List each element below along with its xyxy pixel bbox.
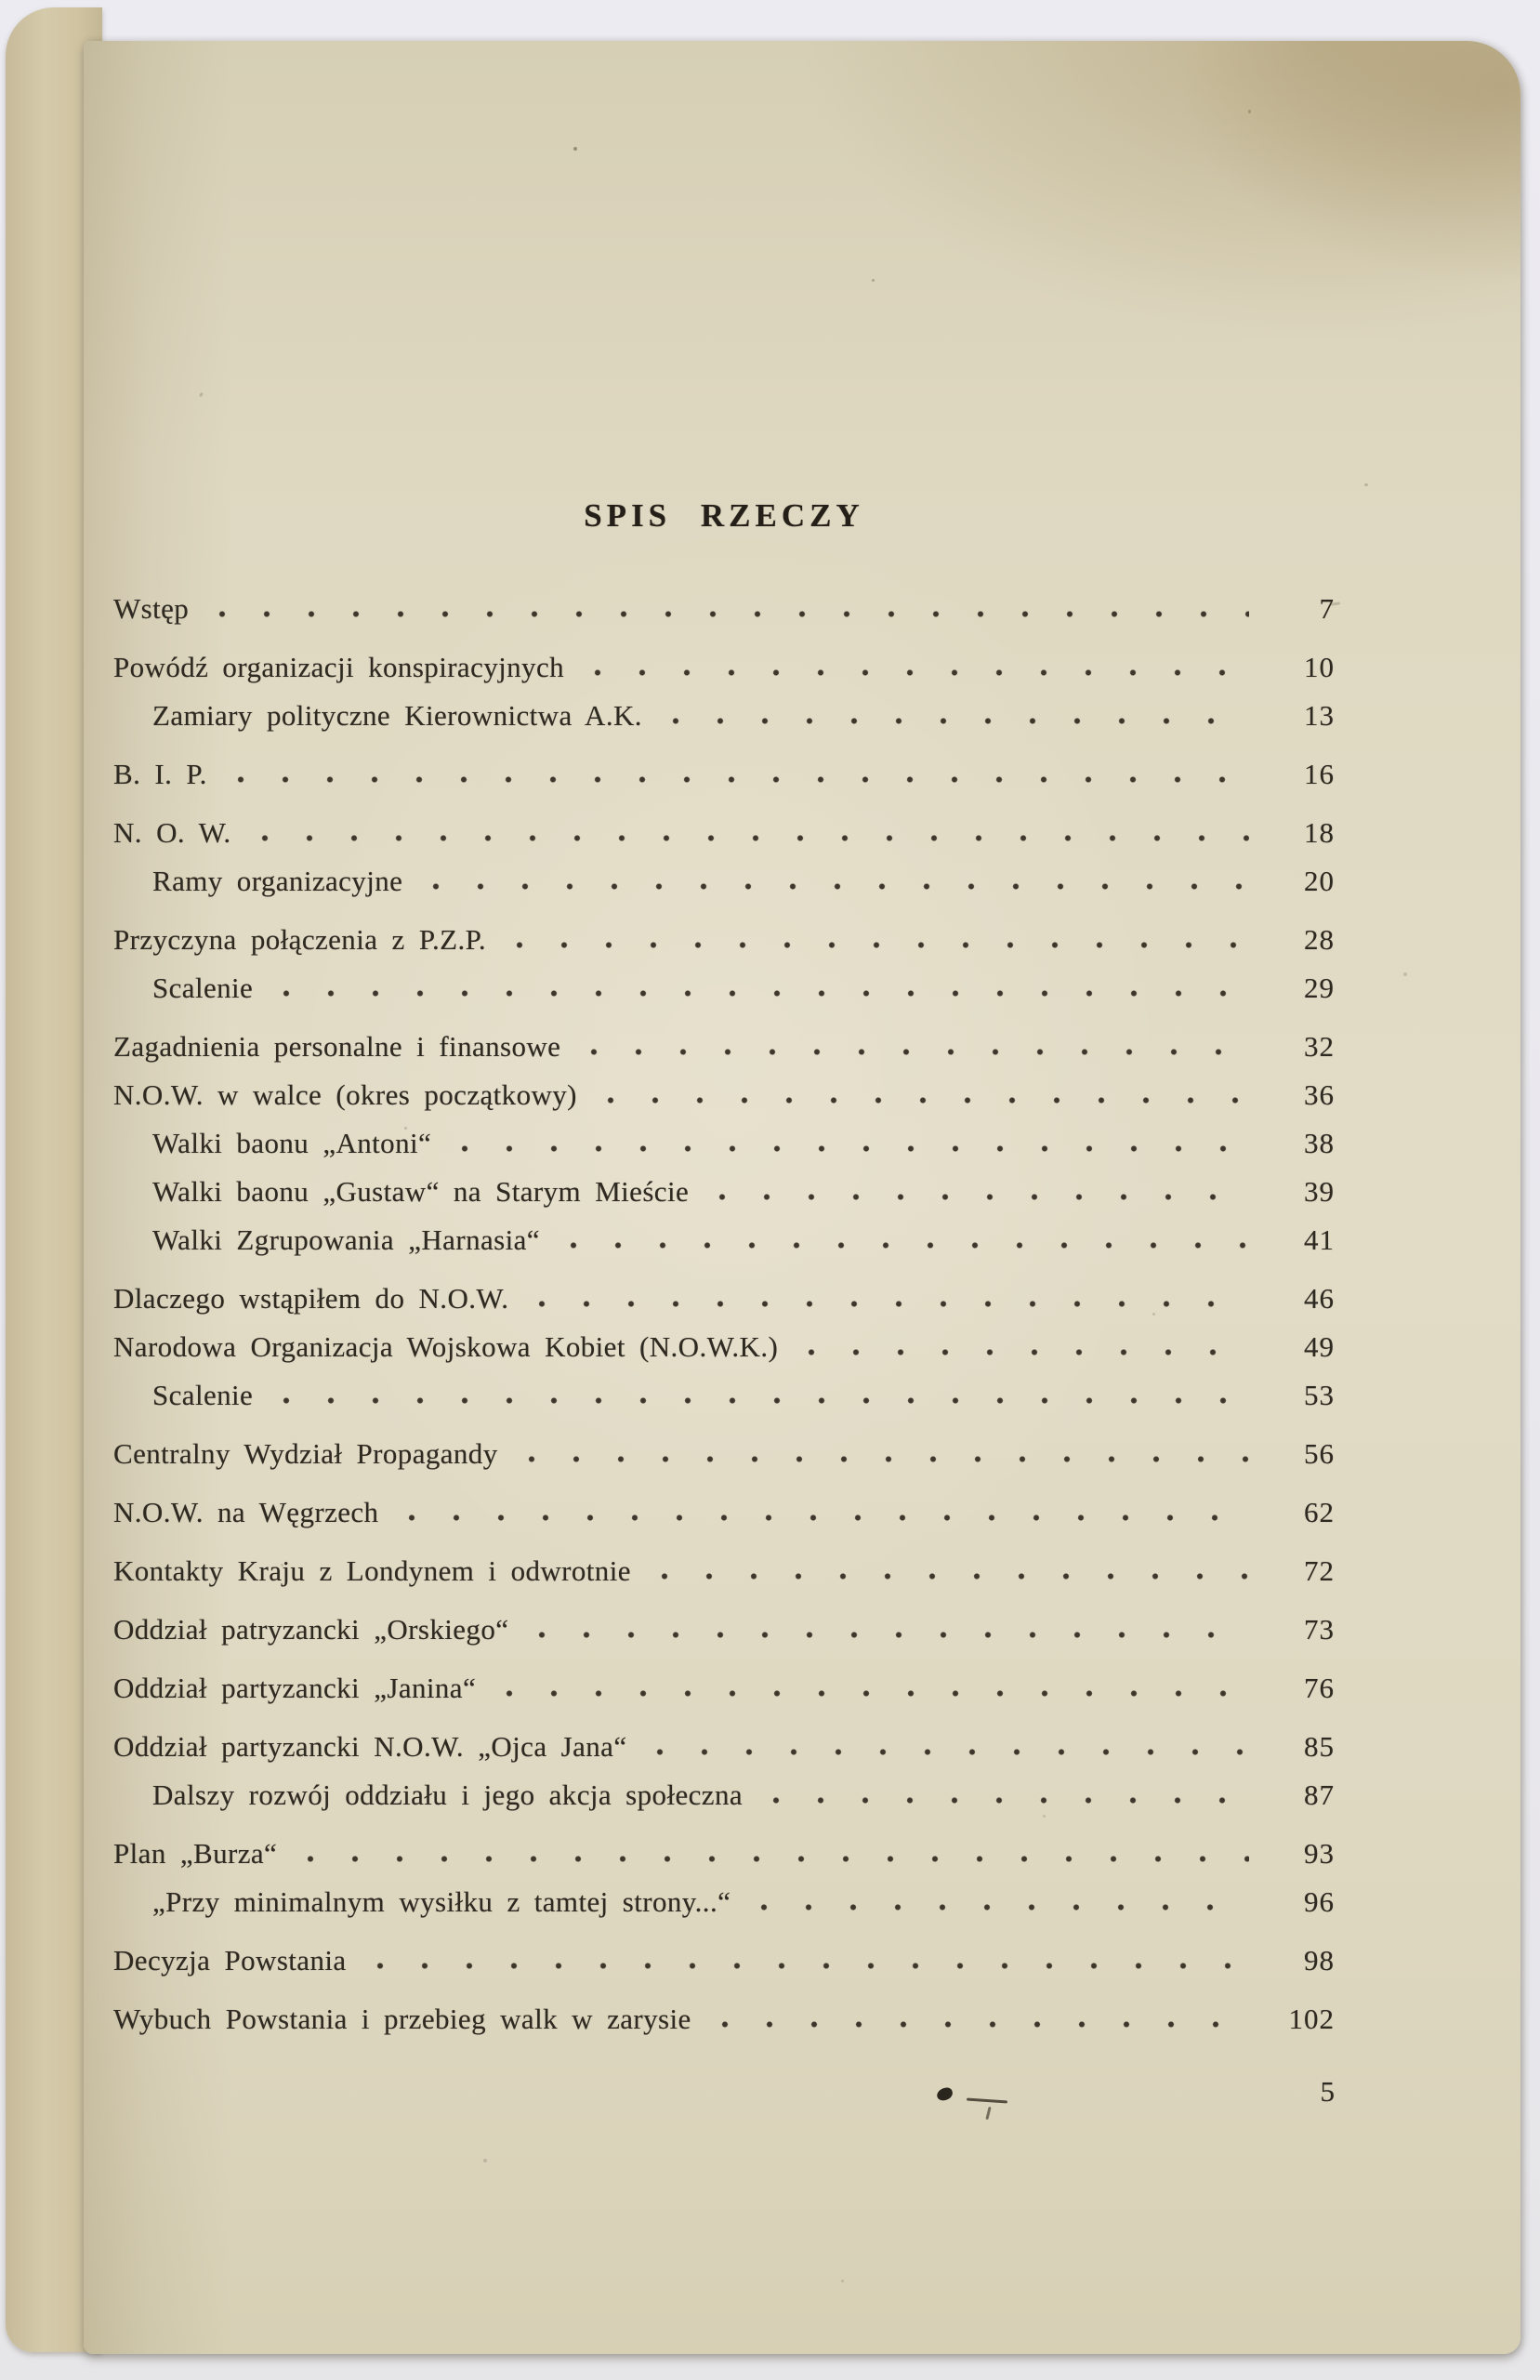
dot-leader [363,1962,1249,1970]
paper-speck [281,1564,283,1567]
toc-entry [113,695,1335,736]
toc-entry [113,813,1335,853]
page-content [113,41,1335,2112]
dot-leader [759,1796,1249,1805]
toc-entry-label: Walki Zgrupowania „Harnasia“ [152,1223,540,1256]
toc-entry-label: Zamiary polityczne Kierownictwa A.K. [152,699,642,732]
toc-entry-page: 16 [1304,758,1335,790]
toc-entry-label: N. O. W. [113,816,231,849]
dot-leader [525,1300,1249,1308]
toc-entry-label: Ramy organizacyjne [152,865,403,897]
toc-entry-label: Przyczyna połączenia z P.Z.P. [113,923,487,956]
toc-entry-label: B. I. P. [113,758,207,790]
toc-entry-label: N.O.W. na Węgrzech [113,1496,379,1528]
toc-entry-page: 38 [1304,1127,1335,1159]
toc-entry-page: 56 [1304,1437,1335,1470]
toc-entry-page: 28 [1304,923,1335,956]
paper-speck [1152,1313,1155,1316]
toc-entry-page: 49 [1304,1330,1335,1363]
toc-entry [113,1434,1335,1474]
dot-leader [525,1631,1249,1639]
dot-leader [270,1396,1249,1405]
toc-entry-label: „Przy minimalnym wysiłku z tamtej strony...“ [152,1885,731,1918]
paper-speck [1364,483,1368,486]
toc-entry-label: Zagadnienia personalne i finansowe [113,1030,561,1063]
dot-leader [708,2020,1249,2029]
toc-entry-page: 46 [1304,1282,1335,1315]
dot-leader [594,1096,1249,1104]
toc-entry-page: 53 [1304,1379,1335,1411]
paper-speck [841,2280,844,2282]
toc-entry [113,1668,1335,1709]
toc-entry-page: 62 [1304,1496,1335,1528]
toc-entry-label: Walki baonu „Gustaw“ na Starym Mieście [152,1175,690,1208]
toc-entry-page: 32 [1304,1030,1335,1063]
toc-entry-page: 72 [1304,1554,1335,1587]
book-page [84,41,1520,2354]
toc-entry-label: Wybuch Powstania i przebieg walk w zarysie [113,2003,691,2035]
toc-entry-page: 13 [1304,699,1335,732]
dot-leader [205,610,1249,618]
paper-speck [483,2159,487,2162]
toc-entry-page: 87 [1304,1778,1335,1811]
paper-speck [652,522,655,525]
toc-entry [113,919,1335,960]
dot-leader [248,834,1249,842]
dot-leader [577,1048,1249,1056]
toc-entry [113,754,1335,795]
toc-entry-label: Scalenie [152,972,254,1004]
toc-entry-page: 20 [1304,865,1335,897]
dot-leader [419,882,1249,891]
toc-entry-label: Powódź organizacji konspiracyjnych [113,651,565,683]
toc-entry-label: Decyzja Powstania [113,1944,347,1977]
toc-entry-page: 85 [1304,1730,1335,1763]
paper-speck [1248,110,1251,113]
toc-entry-label: Centralny Wydział Propagandy [113,1437,498,1470]
dot-leader [493,1689,1249,1698]
paper-speck [1043,1815,1046,1818]
toc-entry [113,968,1335,1009]
toc-entry-label: Kontakty Kraju z Londynem i odwrotnie [113,1554,631,1587]
toc-entry [113,1327,1335,1368]
toc-entry [113,1609,1335,1650]
toc-entry [113,1278,1335,1319]
dot-leader [294,1855,1249,1863]
dot-leader [705,1193,1249,1201]
toc-entry [113,588,1335,629]
dot-leader [515,1455,1249,1463]
toc-entry [113,1726,1335,1767]
toc-entry [113,861,1335,902]
toc-entry-page: 93 [1304,1837,1335,1870]
paper-speck [573,147,577,151]
toc-entry [113,1882,1335,1923]
dot-leader [581,668,1249,677]
toc-entry-page: 98 [1304,1944,1335,1977]
toc-entry-label: Plan „Burza“ [113,1837,278,1870]
folio-page-number: 5 [1320,2075,1335,2108]
toc-entry-page: 102 [1288,2003,1335,2035]
toc-entry-label: Dalszy rozwój oddziału i jego akcja społeczna [152,1778,743,1811]
toc-entry-page: 10 [1304,651,1335,683]
toc-entry [113,1999,1335,2040]
toc-entry-page: 41 [1304,1223,1335,1256]
toc-entry [113,1171,1335,1212]
dot-leader [395,1514,1249,1522]
toc-entry-label: Wstęp [113,592,190,625]
dot-leader [270,989,1249,998]
toc-entry-label: Scalenie [152,1379,254,1411]
dot-leader [659,717,1249,725]
toc-entry [113,1551,1335,1592]
toc-entry [113,1775,1335,1816]
dot-leader [224,775,1249,784]
toc-entry [113,1492,1335,1533]
paper-speck [404,1127,407,1130]
toc-entry-label: Oddział partyzancki „Janina“ [113,1672,477,1704]
toc-list [113,588,1335,2040]
dot-leader [648,1572,1249,1580]
toc-entry-label: N.O.W. w walce (okres początkowy) [113,1078,577,1111]
toc-entry [113,1123,1335,1164]
toc-entry [113,1375,1335,1416]
toc-entry [113,1220,1335,1261]
toc-entry-label: Oddział partyzancki N.O.W. „Ojca Jana“ [113,1730,627,1763]
toc-entry [113,1026,1335,1067]
toc-entry [113,1940,1335,1981]
toc-entry-page: 39 [1304,1175,1335,1208]
dot-leader [503,941,1249,949]
paper-speck [872,279,875,282]
dot-leader [557,1241,1249,1250]
toc-entry-page: 36 [1304,1078,1335,1111]
toc-entry [113,1833,1335,1874]
dot-leader [643,1748,1249,1756]
toc-entry [113,647,1335,688]
toc-entry-label: Narodowa Organizacja Wojskowa Kobiet (N.O.W.K.) [113,1330,779,1363]
paper-speck [1403,972,1407,976]
toc-entry [113,1075,1335,1116]
toc-entry-label: Oddział patryzancki „Orskiego“ [113,1613,509,1646]
toc-entry-page: 18 [1304,816,1335,849]
toc-entry-page: 76 [1304,1672,1335,1704]
dot-leader [795,1348,1249,1356]
dot-leader [747,1903,1249,1911]
toc-entry-page: 96 [1304,1885,1335,1918]
toc-entry-page: 7 [1319,592,1335,625]
toc-entry-page: 73 [1304,1613,1335,1646]
toc-entry-label: Walki baonu „Antoni“ [152,1127,432,1159]
toc-entry-page: 29 [1304,972,1335,1004]
dot-leader [448,1144,1249,1153]
page-title: SPIS RZECZY [584,497,864,534]
toc-entry-label: Dlaczego wstąpiłem do N.O.W. [113,1282,509,1315]
